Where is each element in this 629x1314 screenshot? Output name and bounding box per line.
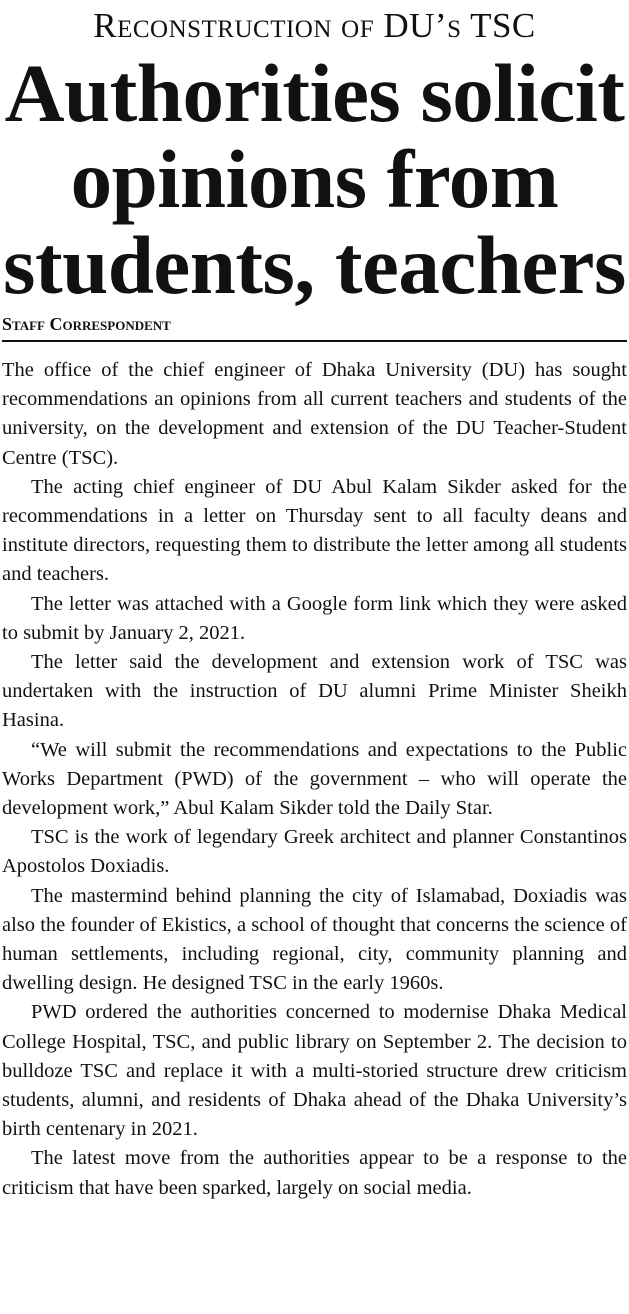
headline-line-1: Authorities solicit (4, 47, 625, 139)
news-article (0, 8, 629, 1314)
paragraph-1: The office of the chief engineer of Dhaka University (DU) has sought recommendations an opinions from all current teachers and students of the university, on the development and extension of the DU Teacher-Student Centre (TSC). (2, 359, 627, 469)
kicker: Reconstruction of DU’s TSC (93, 6, 536, 45)
article-body (2, 356, 627, 1203)
headline-line-3: students, teachers (3, 219, 626, 311)
paragraph-7: The mastermind behind planning the city of Islamabad, Doxiadis was also the founder of Ekistics, a school of thought that concerns the science of human settlements, including regional, city, community planning and dwelling design. He designed TSC in the early 1960s. (2, 884, 627, 995)
paragraph-4: The letter said the development and extension work of TSC was undertaken with the instruction of DU alumni Prime Minister Sheikh Hasina. (2, 651, 627, 732)
paragraph-9: The latest move from the authorities appear to be a response to the criticism that have been sparked, largely on social media. (2, 1147, 627, 1199)
byline: Staff Correspondent (2, 314, 627, 342)
headline (2, 47, 627, 311)
paragraph-3: The letter was attached with a Google form link which they were asked to submit by January 2, 2021. (2, 592, 627, 644)
paragraph-8: PWD ordered the authorities concerned to modernise Dhaka Medical College Hospital, TSC, and public library on September 2. The decision to bulldoze TSC and replace it with a multi-storied structure drew criticism students, alumni, and residents of Dhaka ahead of the Dhaka University’s birth centenary in 2021. (2, 1001, 627, 1141)
paragraph-5: “We will submit the recommendations and expectations to the Public Works Department (PWD) of the government – who will operate the development work,” Abul Kalam Sikder told the Daily Star. (2, 738, 627, 820)
paragraph-2: The acting chief engineer of DU Abul Kalam Sikder asked for the recommendations in a letter on Thursday sent to all faculty deans and institute directors, requesting them to distribute the letter among all students and teachers. (2, 475, 627, 586)
paragraph-6: TSC is the work of legendary Greek architect and planner Constantinos Apostolos Doxiadis. (2, 826, 627, 878)
headline-line-2: opinions from (70, 133, 559, 225)
